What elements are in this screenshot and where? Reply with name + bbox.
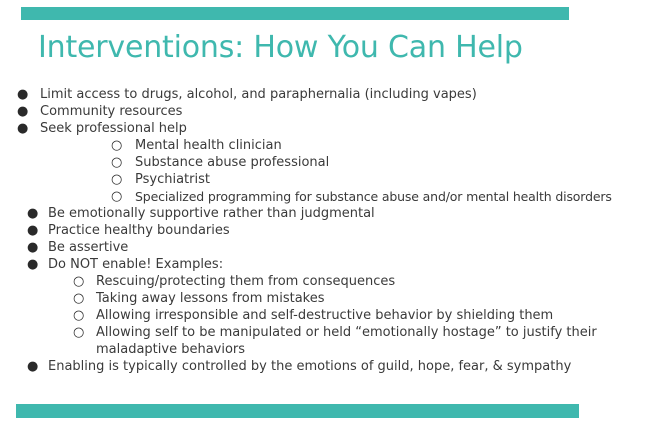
bottom-accent-bar bbox=[16, 404, 579, 418]
list-item: Seek professional help bbox=[40, 121, 187, 136]
bullet-filled: ● bbox=[27, 359, 39, 374]
top-accent-bar bbox=[21, 7, 569, 20]
sub-list-item: Allowing irresponsible and self-destructive behavior by shielding them bbox=[96, 308, 554, 323]
bullet-hollow: ○ bbox=[73, 325, 85, 340]
bullet-filled: ● bbox=[27, 206, 39, 221]
sub-list-item: Specialized programming for substance abuse and/or mental health disorders bbox=[135, 189, 612, 204]
bullet-filled: ● bbox=[27, 240, 39, 255]
sub-list-item: Mental health clinician bbox=[135, 138, 282, 153]
bullet-filled: ● bbox=[27, 223, 39, 238]
sub-list-item: Substance abuse professional bbox=[135, 155, 330, 170]
slide-title: Interventions: How You Can Help bbox=[38, 30, 523, 65]
bullet-hollow: ○ bbox=[111, 138, 123, 153]
bullet-hollow: ○ bbox=[73, 308, 85, 323]
list-item: Enabling is typically controlled by the emotions of guild, hope, fear, & sympathy bbox=[48, 359, 572, 374]
list-item: Be assertive bbox=[48, 240, 129, 255]
sub-list-item: Allowing self to be manipulated or held “emotionally hostage” to justify their bbox=[96, 325, 597, 340]
list-item: Community resources bbox=[40, 104, 183, 119]
bullet-filled: ● bbox=[17, 104, 29, 119]
bullet-hollow: ○ bbox=[111, 189, 123, 204]
bullet-hollow: ○ bbox=[73, 274, 85, 289]
sub-list-item: Taking away lessons from mistakes bbox=[96, 291, 325, 306]
bullet-hollow: ○ bbox=[73, 291, 85, 306]
list-item: Be emotionally supportive rather than judgmental bbox=[48, 206, 375, 221]
bullet-hollow: ○ bbox=[111, 155, 123, 170]
list-item: Do NOT enable! Examples: bbox=[48, 257, 224, 272]
list-item: Practice healthy boundaries bbox=[48, 223, 230, 238]
bullet-filled: ● bbox=[17, 121, 29, 136]
bullet-hollow: ○ bbox=[111, 172, 123, 187]
sub-list-item: Rescuing/protecting them from consequences bbox=[96, 274, 396, 289]
sub-list-item-continuation: maladaptive behaviors bbox=[96, 342, 246, 357]
bullet-filled: ● bbox=[27, 257, 39, 272]
bullet-filled: ● bbox=[17, 87, 29, 102]
sub-list-item: Psychiatrist bbox=[135, 172, 210, 187]
list-item: Limit access to drugs, alcohol, and paraphernalia (including vapes) bbox=[40, 87, 477, 102]
